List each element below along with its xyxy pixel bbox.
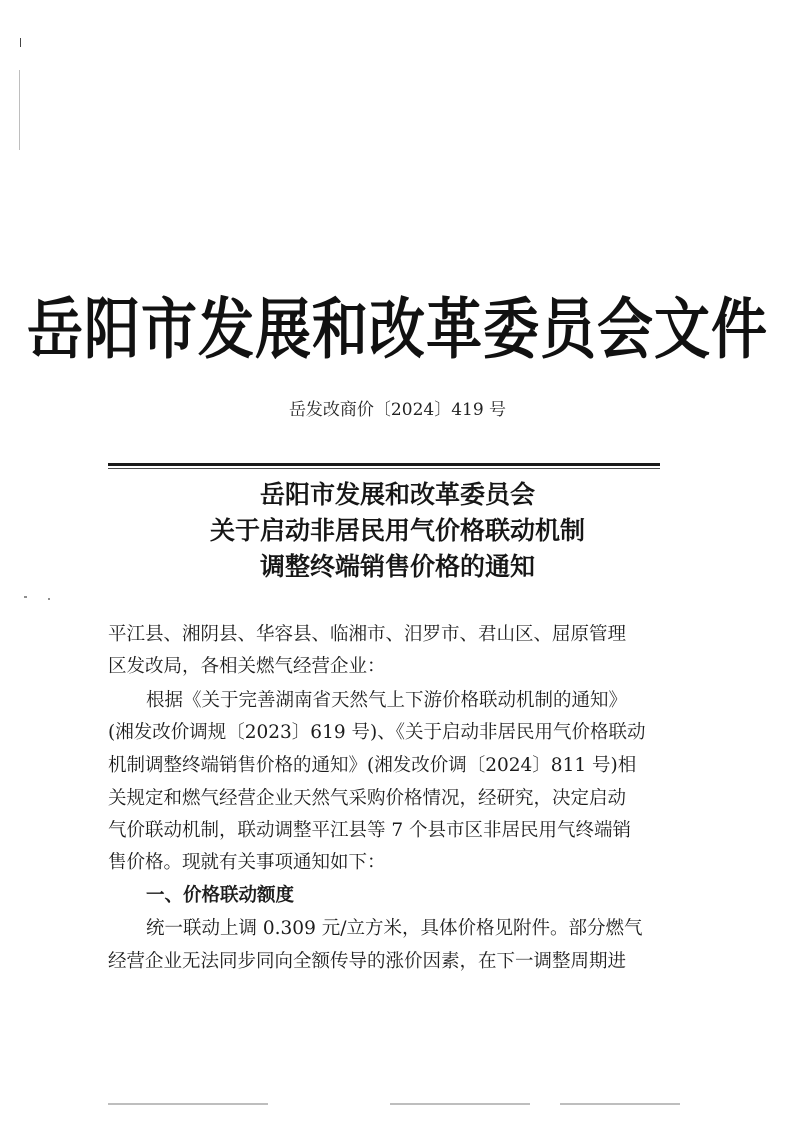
section-1-heading: 一、价格联动额度 xyxy=(146,885,295,906)
paragraph-2-line-2: 经营企业无法同步同向全额传导的涨价因素，在下一调整周期进 xyxy=(108,951,627,972)
paragraph-1-line-3: 机制调整终端销售价格的通知》(湘发改价调〔2024〕811 号)相 xyxy=(108,755,637,776)
scan-artifact xyxy=(48,598,50,600)
paragraph-1-line-4: 关规定和燃气经营企业天然气采购价格情况，经研究，决定启动 xyxy=(108,788,627,809)
notice-title-line-2: 关于启动非居民用气价格联动机制 xyxy=(209,516,585,545)
paragraph-1-line-6: 售价格。现就有关事项通知如下： xyxy=(108,852,386,873)
scan-artifact xyxy=(108,1103,268,1105)
scan-artifact xyxy=(560,1103,680,1105)
paragraph-1-line-1: 根据《关于完善湖南省天然气上下游价格联动机制的通知》 xyxy=(146,690,628,711)
header-divider xyxy=(108,463,660,466)
paragraph-1-line-5: 气价联动机制，联动调整平江县等 7 个县市区非居民用气终端销 xyxy=(108,820,632,841)
notice-title-line-1: 岳阳市发展和改革委员会 xyxy=(259,480,535,509)
scan-artifact xyxy=(24,596,27,598)
scan-artifact xyxy=(19,70,20,150)
issuer-header-title: 岳阳市发展和改革委员会文件 xyxy=(27,290,768,369)
scan-artifact xyxy=(390,1103,530,1105)
paragraph-2-line-1: 统一联动上调 0.309 元/立方米，具体价格见附件。部分燃气 xyxy=(146,918,643,939)
document-number: 岳发改商价〔2024〕419 号 xyxy=(288,400,507,420)
header-divider-thin xyxy=(108,468,660,469)
scan-artifact xyxy=(20,38,21,47)
recipients-line-1: 平江县、湘阴县、华容县、临湘市、汨罗市、君山区、屈原管理 xyxy=(108,624,627,645)
recipients-line-2: 区发改局，各相关燃气经营企业： xyxy=(108,656,386,677)
paragraph-1-line-2: (湘发改价调规〔2023〕619 号)、《关于启动非居民用气价格联动 xyxy=(108,722,646,743)
notice-title-line-3: 调整终端销售价格的通知 xyxy=(259,552,535,581)
